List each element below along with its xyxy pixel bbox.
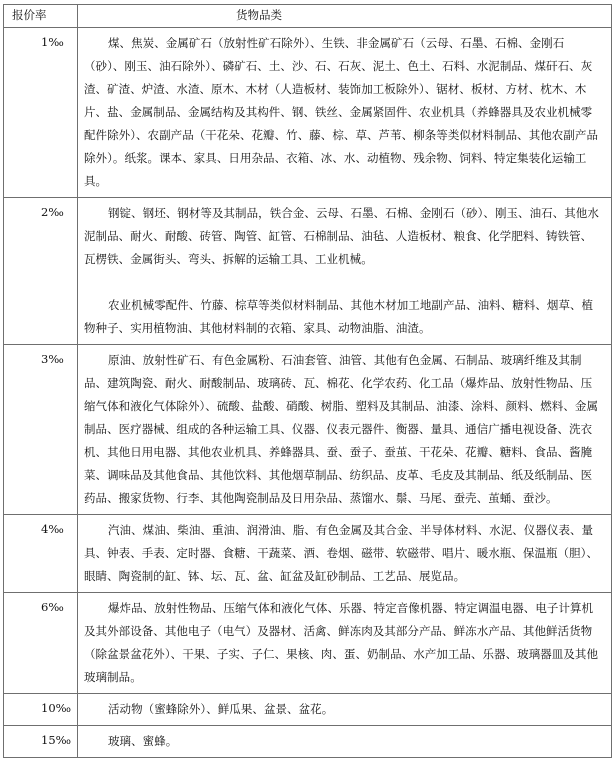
goods-cell — [78, 345, 612, 515]
table-row — [4, 198, 612, 345]
table-row — [4, 694, 612, 726]
rate-table — [3, 4, 612, 758]
rate-cell: 3‰ — [4, 345, 78, 515]
rate-cell: 2‰ — [4, 198, 78, 345]
goods-cell — [78, 28, 612, 198]
header-row — [4, 5, 612, 28]
goods-text: 钢锭、钢坯、钢材等及其制品，铁合金、云母、石墨、石棉、金刚石（砂）、刚玉、油石、其他水泥制品、耐火、耐酸、砖管、陶管、缸管、石棉制品、油毡、人造板材、粮食、化学肥料、铸铁管、瓦楞铁、金属街头、弯头、拆解的运输工具、工业机械。 — [84, 206, 599, 266]
goods-cell — [78, 593, 612, 694]
goods-cell — [78, 726, 612, 758]
goods-text: 玻璃、蜜蜂。 — [108, 734, 178, 748]
goods-cell — [78, 515, 612, 593]
rate-cell: 6‰ — [4, 593, 78, 694]
goods-cell — [78, 198, 612, 345]
goods-text: 汽油、煤油、柴油、重油、润滑油、脂、有色金属及其合金、半导体材料、水泥、仪器仪表、量具、钟表、手表、定时器、食糖、干蔬菜、酒、卷烟、磁带、软磁带、唱片、暖水瓶、保温瓶（胆）、眼睛、陶瓷制的缸、钵、坛、瓦、盆、缸盆及缸砂制品、工艺品、展览品。 — [84, 523, 598, 583]
table-row — [4, 726, 612, 758]
rate-cell: 1‰ — [4, 28, 78, 198]
header-rate: 报价率 — [4, 5, 78, 28]
table-row — [4, 593, 612, 694]
goods-text: 农业机械零配件、竹藤、棕草等类似材料制品、其他木材加工地副产品、油料、糖料、烟草、植物种子、实用植物油、其他材料制的衣箱、家具、动物油脂、油渣。 — [84, 298, 594, 335]
table-row — [4, 515, 612, 593]
table-row — [4, 345, 612, 515]
goods-text: 活动物（蜜蜂除外）、鲜瓜果、盆景、盆花。 — [108, 702, 334, 716]
header-goods: 货物品类 — [78, 5, 612, 28]
rate-cell: 15‰ — [4, 726, 78, 758]
rate-cell: 4‰ — [4, 515, 78, 593]
goods-text: 原油、放射性矿石、有色金属粉、石油套管、油管、其他有色金属、石制品、玻璃纤维及其制品、建筑陶瓷、耐火、耐酸制品、玻璃砖、瓦、棉花、化学农药、化工品（爆炸品、放射性物品、压缩气体和液化气体除外）、硫酸、盐酸、硝酸、树脂、塑料及其制品、油漆、涂料、颜料、燃料、金属制品、医疗器械、组成的各种运输工具、仪器、仪表元器件、衡器、量具、通信广播电视设备、洗衣机、其他日用电器、其他农业机具、养蜂器具、蚕、蚕子、蚕茧、干花朵、花瓣、糖料、食品、酱腌菜、调味品及其他食品、其他饮料、其他烟草制品、纺织品、皮革、毛皮及其制品、纸及纸制品、医药品、搬家货物、行李、其他陶瓷制品及日用杂品、蒸馏水、鬃、马尾、蚕壳、茧蛹、蚕沙。 — [84, 353, 598, 505]
goods-text: 爆炸品、放射性物品、压缩气体和液化气体、乐器、特定音像机器、特定调温电器、电子计算机及其外部设备、其他电子（电气）及器材、活禽、鲜冻肉及其部分产品、鲜冻水产品、其他鲜活货物（除盆景盆花外）、干果、子实、子仁、果核、肉、蛋、奶制品、水产加工品、乐器、玻璃器皿及其他玻璃制品。 — [84, 601, 598, 684]
goods-text: 煤、焦炭、金属矿石（放射性矿石除外）、生铁、非金属矿石（云母、石墨、石棉、金刚石（砂）、刚玉、油石除外）、磷矿石、土、沙、石、石灰、泥土、色土、石料、水泥制品、煤矸石、灰渣、矿渣、炉渣、水渣、原木、木材（人造板材、装饰加工板除外）、锯材、板材、方材、枕木、木片、盐、金属制品、金属结构及其构件、钢、铁丝、金属紧固件、农业机具（养蜂器具及农业机械零配件除外）、农副产品（干花朵、花瓣、竹、藤、棕、草、芦苇、柳条等类似材料制品、其他农副产品除外）。纸浆。课本、家具、日用杂品、衣箱、冰、水、动植物、残余物、饲料、特定集装化运输工具。 — [84, 36, 598, 188]
rate-cell: 10‰ — [4, 694, 78, 726]
goods-cell — [78, 694, 612, 726]
table-row — [4, 28, 612, 198]
